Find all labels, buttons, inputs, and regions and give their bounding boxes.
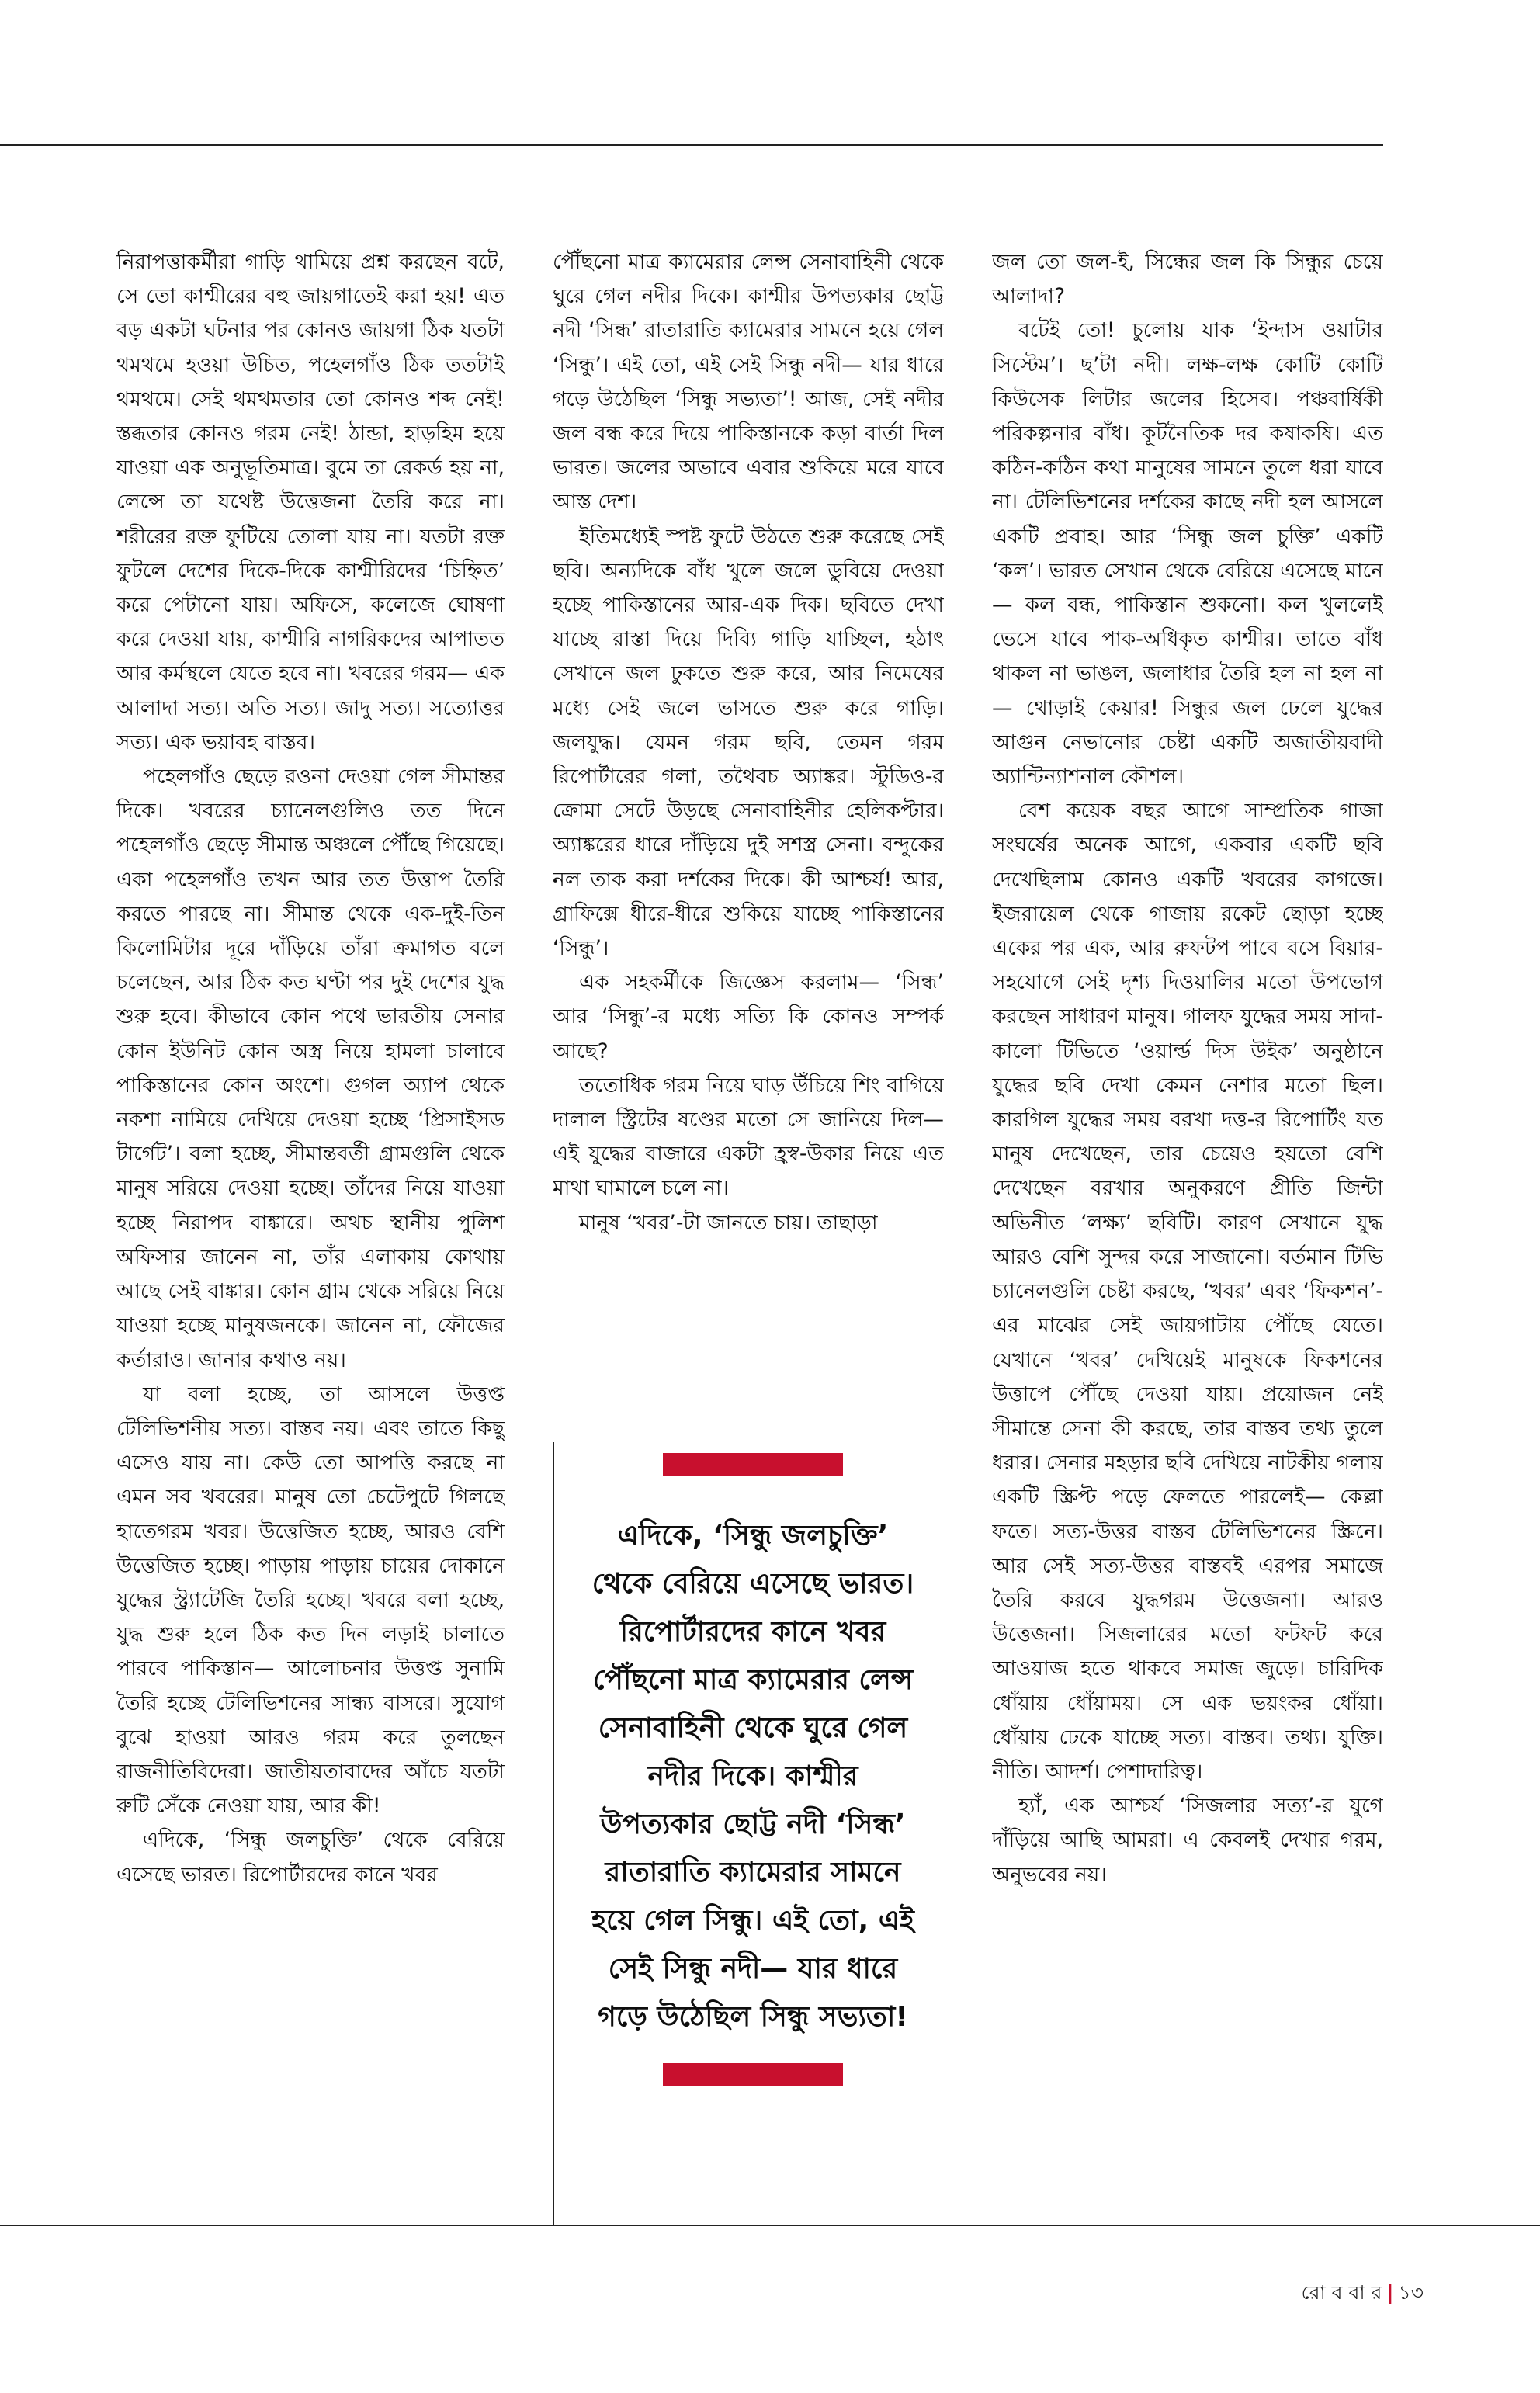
pullquote-divider (553, 1442, 554, 2225)
article-paragraph: পহেলগাঁও ছেড়ে রওনা দেওয়া গেল সীমান্তর দিকে। খবরের চ্যানেলগুলিও তত দিনে পহেলগাঁও ছেড়ে সীমান্ত অঞ্চলে পৌঁছে গিয়েছে। একা পহেলগাঁও তখন আর তত উত্তাপ তৈরি করতে পারছে না। সীমান্ত থেকে এক-দুই-তিন কিলোমিটার দূরে দাঁড়িয়ে তাঁরা ক্রমাগত বলে চলেছেন, আর ঠিক কত ঘণ্টা পর দুই দেশের যুদ্ধ শুরু হবে। কীভাবে কোন পথে ভারতীয় সেনার কোন ইউনিট কোন অস্ত্র নিয়ে হামলা চালাবে পাকিস্তানের কোন অংশে। গুগল অ্যাপ থেকে নকশা নামিয়ে দেখিয়ে দেওয়া হচ্ছে ‘প্রিসাইসড টার্গেট’। বলা হচ্ছে, সীমান্তবর্তী গ্রামগুলি থেকে মানুষ সরিয়ে দেওয়া হচ্ছে। তাঁদের নিয়ে যাওয়া হচ্ছে নিরাপদ বাঙ্কারে। অথচ স্থানীয় পুলিশ অফিসার জানেন না, তাঁর এলাকায় কোথায় আছে সেই বাঙ্কার। কোন গ্রাম থেকে সরিয়ে নিয়ে যাওয়া হচ্ছে মানুষজনকে। জানেন না, ফৌজের কর্তারাও। জানার কথাও নয়। (116, 765, 505, 1372)
pullquote-text: এদিকে, ‘সিন্ধু জলচুক্তি’ থেকে বেরিয়ে এসেছে ভারত। রিপোর্টারদের কানে খবর পৌঁছনো মাত্র ক্যামেরার লেন্স সেনাবাহিনী থেকে ঘুরে গেল নদীর দিকে। কাশ্মীর উপত্যকার ছোট্ট নদী ‘সিন্ধ’ রাতারাতি ক্যামেরার সামনে হয়ে গেল সিন্ধু। এই তো, এই সেই সিন্ধু নদী— যার ধারে গড়ে উঠেছিল সিন্ধু সভ্যতা! (591, 1520, 914, 2033)
article-paragraph: মানুষ ‘খবর’-টা জানতে চায়। তাছাড়া (579, 1210, 878, 1235)
article-paragraph: ইতিমধ্যেই স্পষ্ট ফুটে উঠতে শুরু করেছে সেই ছবি। অন্যদিকে বাঁধ খুলে জলে ডুবিয়ে দেওয়া হচ্ছে পাকিস্তানের আর-এক দিক। ছবিতে দেখা যাচ্ছে রাস্তা দিয়ে দিব্যি গাড়ি যাচ্ছিল, হঠাৎ সেখানে জল ঢুকতে শুরু করে, আর নিমেষের মধ্যে সেই জলে ভাসতে শুরু করে গাড়ি। জলযুদ্ধ। যেমন গরম ছবি, তেমন গরম রিপোর্টারের গলা, তথৈবচ অ্যাঙ্কর। স্টুডিও-র ক্রোমা সেটে উড়ছে সেনাবাহিনীর হেলিকপ্টার। অ্যাঙ্করের ধারে দাঁড়িয়ে দুই সশস্ত্র সেনা। বন্দুকের নল তাক করা দর্শকের দিকে। কী আশ্চর্য! আর, গ্রাফিক্সে ধীরে-ধীরে শুকিয়ে যাচ্ছে পাকিস্তানের ‘সিন্ধু’। (553, 524, 944, 961)
article-paragraph: বটেই তো! চুলোয় যাক ‘ইন্দাস ওয়াটার সিস্টেম’। ছ’টা নদী। লক্ষ-লক্ষ কোটি কোটি কিউসেক লিটার জলের হিসেব। পঞ্চবার্ষিকী পরিকল্পনার বাঁধ। কূটনৈতিক দর কষাকষি। এত কঠিন-কঠিন কথা মানুষের সামনে তুলে ধরা যাবে না। টেলিভিশনের দর্শকের কাছে নদী হল আসলে একটি প্রবাহ। আর ‘সিন্ধু জল চুক্তি’ একটি ‘কল’। ভারত সেখান থেকে বেরিয়ে এসেছে মানে— কল বন্ধ, পাকিস্তান শুকনো। কল খুললেই ভেসে যাবে পাক-অধিকৃত কাশ্মীর। তাতে বাঁধ থাকল না ভাঙল, জলাধার তৈরি হল না হল না— থোড়াই কেয়ার! সিন্ধুর জল ঢেলে যুদ্ধের আগুন নেভানোর চেষ্টা একটি অজাতীয়বাদী অ্যান্টিন্যাশনাল কৌশল। (992, 318, 1383, 789)
article-paragraph: হ্যাঁ, এক আশ্চর্য ‘সিজলার সত্য’-র যুগে দাঁড়িয়ে আছি আমরা। এ কেবলই দেখার গরম, অনুভবের নয়। (992, 1794, 1383, 1887)
article-column-3 (992, 245, 1383, 2217)
article-paragraph: এক সহকর্মীকে জিজ্ঞেস করলাম— ‘সিন্ধ’ আর ‘সিন্ধু’-র মধ্যে সত্যি কি কোনও সম্পর্ক আছে? (553, 970, 944, 1063)
pullquote-accent-bar (663, 2063, 843, 2086)
top-rule (0, 144, 1383, 146)
article-paragraph: বেশ কয়েক বছর আগে সাম্প্রতিক গাজা সংঘর্ষের অনেক আগে, একবার একটি ছবি দেখেছিলাম কোনও একটি খবরের কাগজে। ইজরায়েল থেকে গাজায় রকেট ছোড়া হচ্ছে একের পর এক, আর রুফটপ পাবে বসে বিয়ার-সহযোগে সেই দৃশ্য দিওয়ালির মতো উপভোগ করছেন সাধারণ মানুষ। গালফ যুদ্ধের সময় সাদা-কালো টিভিতে ‘ওয়ার্ল্ড দিস উইক’ অনুষ্ঠানে যুদ্ধের ছবি দেখা কেমন নেশার মতো ছিল। কারগিল যুদ্ধের সময় বরখা দত্ত-র রিপোর্টিং যত মানুষ দেখেছেন, তার চেয়েও হয়তো বেশি দেখেছেন বরখার অনুকরণে প্রীতি জিন্টা অভিনীত ‘লক্ষ্য’ ছবিটি। কারণ সেখানে যুদ্ধ আরও বেশি সুন্দর করে সাজানো। বর্তমান টিভি চ্যানেলগুলি চেষ্টা করছে, ‘খবর’ এবং ‘ফিকশন’-এর মাঝের সেই জায়গাটায় পৌঁছে যেতে। যেখানে ‘খবর’ দেখিয়েই মানুষকে ফিকশনের উত্তাপে পৌঁছে দেওয়া যায়। প্রয়োজন নেই সীমান্তে সেনা কী করছে, তার বাস্তব তথ্য তুলে ধরার। সেনার মহড়ার ছবি দেখিয়ে নাটকীয় গলায় একটি স্ক্রিপ্ট পড়ে ফেলতে পারলেই— কেল্লা ফতে। সত্য-উত্তর বাস্তব টেলিভিশনের স্ক্রিনে। আর সেই সত্য-উত্তর বাস্তবই এরপর সমাজে তৈরি করবে যুদ্ধগরম উত্তেজনা। আরও উত্তেজনা। সিজলারের মতো ফটফট করে আওয়াজ হতে থাকবে সমাজ জুড়ে। চারিদিক ধোঁয়ায় ধোঁয়াময়। সে এক ভয়ংকর ধোঁয়া। ধোঁয়ায় ঢেকে যাচ্ছে সত্য। বাস্তব। তথ্য। যুক্তি। নীতি। আদর্শ। পেশাদারিত্ব। (992, 799, 1383, 1784)
article-paragraph: জল তো জল-ই, সিন্ধের জল কি সিন্ধুর চেয়ে আলাদা? (992, 250, 1383, 309)
section-name: রো ব বা র (1301, 2281, 1382, 2304)
pull-quote (590, 1451, 916, 2181)
article-paragraph: যা বলা হচ্ছে, তা আসলে উত্তপ্ত টেলিভিশনীয় সত্য। বাস্তব নয়। এবং তাতে কিছু এসেও যায় না। কেউ তো আপত্তি করছে না এমন সব খবরের। মানুষ তো চেটেপুটে গিলছে হাতেগরম খবর। উত্তেজিত হচ্ছে, আরও বেশি উত্তেজিত হচ্ছে। পাড়ায় পাড়ায় চায়ের দোকানে যুদ্ধের স্ট্র্যাটেজি তৈরি হচ্ছে। খবরে বলা হচ্ছে, যুদ্ধ শুরু হলে ঠিক কত দিন লড়াই চালাতে পারবে পাকিস্তান— আলোচনার উত্তপ্ত সুনামি তৈরি হচ্ছে টেলিভিশনের সান্ধ্য বাসরে। সুযোগ বুঝে হাওয়া আরও গরম করে তুলছেন রাজনীতিবিদেরা। জাতীয়তাবাদের আঁচে যতটা রুটি সেঁকে নেওয়া যায়, আর কী! (116, 1382, 505, 1819)
article-paragraph: নিরাপত্তাকর্মীরা গাড়ি থামিয়ে প্রশ্ন করছেন বটে, সে তো কাশ্মীরের বহু জায়গাতেই করা হয়! এত বড় একটা ঘটনার পর কোনও জায়গা ঠিক যতটা থমথমে হওয়া উচিত, পহেলগাঁও ঠিক ততটাই থমথমে। সেই থমথমতার তো কোনও শব্দ নেই! স্তব্ধতার কোনও গরম নেই! ঠান্ডা, হাড়হিম হয়ে যাওয়া এক অনুভূতিমাত্র। বুমে তা রেকর্ড হয় না, লেন্সে তা যথেষ্ট উত্তেজনা তৈরি করে না। শরীরের রক্ত ফুটিয়ে তোলা যায় না। যতটা রক্ত ফুটলে দেশের দিকে-দিকে কাশ্মীরিদের ‘চিহ্নিত’ করে পেটানো যায়। অফিসে, কলেজে ঘোষণা করে দেওয়া যায়, কাশ্মীরি নাগরিকদের আপাতত আর কর্মস্থলে যেতে হবে না। খবরের গরম— এক আলাদা সত্য। অতি সত্য। জাদু সত্য। সত্যোত্তর সত্য। এক ভয়াবহ বাস্তব। (116, 250, 505, 754)
folio-separator: | (1386, 2281, 1394, 2304)
article-column-1 (116, 245, 505, 2217)
pullquote-accent-bar (663, 1453, 843, 1476)
bottom-rule (0, 2225, 1540, 2226)
page-folio (1302, 2277, 1424, 2311)
article-paragraph: এদিকে, ‘সিন্ধু জলচুক্তি’ থেকে বেরিয়ে এসেছে ভারত। রিপোর্টারদের কানে খবর (116, 1828, 505, 1887)
article-paragraph: ততোধিক গরম নিয়ে ঘাড় উঁচিয়ে শিং বাগিয়ে দালাল স্ট্রিটের ষণ্ডের মতো সে জানিয়ে দিল— এই যুদ্ধের বাজারে একটা হ্রস্ব-উকার নিয়ে এত মাথা ঘামালে চলে না। (553, 1073, 944, 1201)
article-paragraph: পৌঁছনো মাত্র ক্যামেরার লেন্স সেনাবাহিনী থেকে ঘুরে গেল নদীর দিকে। কাশ্মীর উপত্যকার ছোট্ট নদী ‘সিন্ধ’ রাতারাতি ক্যামেরার সামনে হয়ে গেল ‘সিন্ধু’। এই তো, এই সেই সিন্ধু নদী— যার ধারে গড়ে উঠেছিল ‘সিন্ধু সভ্যতা’! আজ, সেই নদীর জল বন্ধ করে দিয়ে পাকিস্তানকে কড়া বার্তা দিল ভারত। জলের অভাবে এবার শুকিয়ে মরে যাবে আস্ত দেশ। (553, 250, 944, 515)
page-number: ১৩ (1398, 2281, 1424, 2304)
